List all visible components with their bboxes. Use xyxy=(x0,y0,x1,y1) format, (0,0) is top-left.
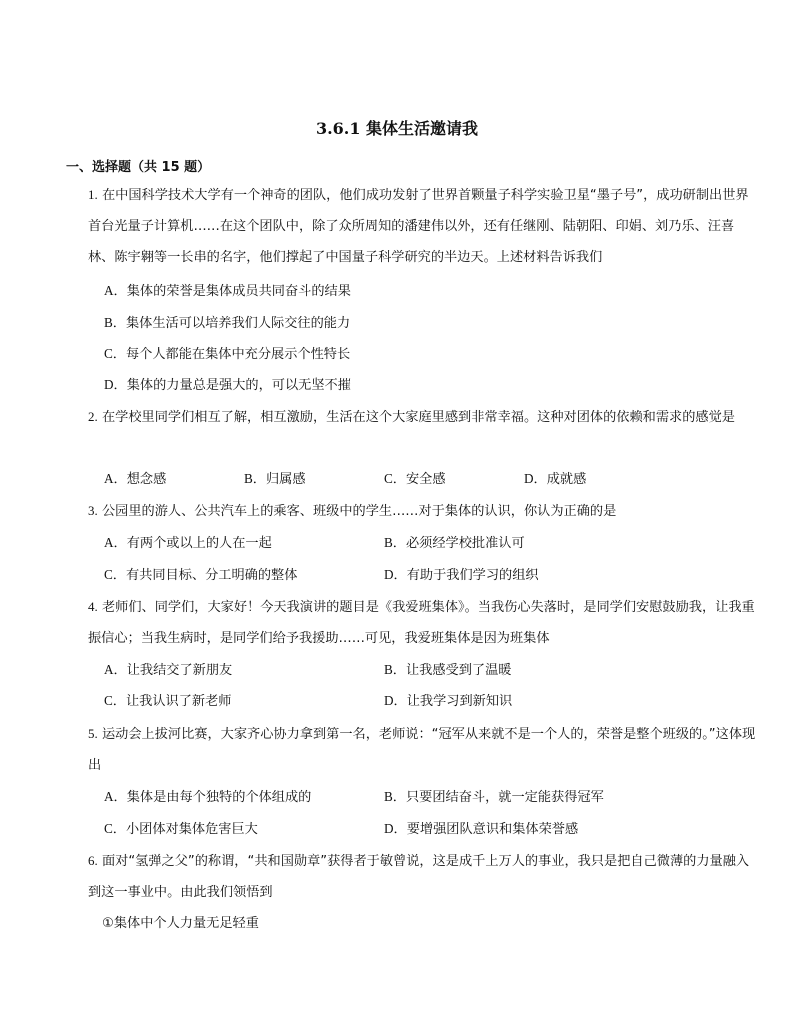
statement-6-1: ①集体中个人力量无足轻重 xyxy=(102,916,259,931)
question-4 xyxy=(88,591,760,654)
question-stem: 在中国科学技术大学有一个神奇的团队，他们成功发射了世界首颗量子科学实验卫星“墨子号”，成功研制出世界首台光量子计算机……在这个团队中，除了众所周知的潘建伟以外，还有任继刚、陆朝阳、印娟、刘乃乐、汪喜林、陈宇翱等一长串的名字，他们撑起了中国量子科学研究的半边天。上述材料告诉我们 xyxy=(88,188,749,265)
question-stem: 公园里的游人、公共汽车上的乘客、班级中的学生……对于集体的认识，你认为正确的是 xyxy=(101,504,617,519)
option-5b[interactable]: B．只要团结奋斗，就一定能获得冠军 xyxy=(384,789,604,805)
option-2b[interactable]: B．归属感 xyxy=(244,471,306,487)
option-3d[interactable]: D．有助于我们学习的组织 xyxy=(384,567,539,583)
option-5a[interactable]: A．集体是由每个独特的个体组成的 xyxy=(104,789,312,805)
question-number: 4. xyxy=(88,599,98,614)
question-3 xyxy=(88,495,760,527)
question-number: 3. xyxy=(88,503,98,518)
question-number: 2. xyxy=(88,409,98,424)
option-3b[interactable]: B．必须经学校批准认可 xyxy=(384,535,525,551)
question-stem: 在学校里同学们相互了解，相互激励，生活在这个大家庭里感到非常幸福。这种对团体的依赖和需求的感觉是 xyxy=(101,410,735,425)
option-2a[interactable]: A．想念感 xyxy=(104,471,167,487)
option-4d[interactable]: D．让我学习到新知识 xyxy=(384,693,513,709)
question-number: 6. xyxy=(88,853,98,868)
option-3a[interactable]: A．有两个或以上的人在一起 xyxy=(104,535,272,551)
option-1d[interactable]: D．集体的力量总是强大的，可以无坚不摧 xyxy=(104,377,351,393)
option-1c[interactable]: C．每个人都能在集体中充分展示个性特长 xyxy=(104,346,351,362)
option-5c[interactable]: C．小团体对集体危害巨大 xyxy=(104,821,258,837)
option-4c[interactable]: C．让我认识了新老师 xyxy=(104,693,232,709)
option-5d[interactable]: D．要增强团队意识和集体荣誉感 xyxy=(384,821,579,837)
question-6 xyxy=(88,845,760,908)
option-4a[interactable]: A．让我结交了新朋友 xyxy=(104,662,233,678)
section-heading: 一、选择题（共 15 题） xyxy=(66,160,211,175)
option-1b[interactable]: B．集体生活可以培养我们人际交往的能力 xyxy=(104,315,351,331)
option-1a[interactable]: A．集体的荣誉是集体成员共同奋斗的结果 xyxy=(104,283,351,299)
question-stem: 运动会上拔河比赛，大家齐心协力拿到第一名，老师说：“冠军从来就不是一个人的，荣誉是整个班级的。”这体现出 xyxy=(88,727,756,773)
question-2 xyxy=(88,401,760,433)
question-5 xyxy=(88,718,760,781)
question-stem: 面对“氢弹之父”的称谓，“共和国勋章”获得者于敏曾说，这是成千上万人的事业，我只是把自己微薄的力量融入到这一事业中。由此我们领悟到 xyxy=(88,854,750,900)
question-stem: 老师们、同学们，大家好！今天我演讲的题目是《我爱班集体》。当我伤心失落时，是同学们安慰鼓励我，让我重振信心；当我生病时，是同学们给予我援助……可见，我爱班集体是因为班集体 xyxy=(88,600,755,646)
option-4b[interactable]: B．让我感受到了温暖 xyxy=(384,662,512,678)
question-number: 1. xyxy=(88,187,98,202)
question-number: 5. xyxy=(88,726,98,741)
option-2d[interactable]: D．成就感 xyxy=(524,471,587,487)
option-3c[interactable]: C．有共同目标、分工明确的整体 xyxy=(104,567,298,583)
question-1 xyxy=(88,179,760,273)
page-title: 3.6.1 集体生活邀请我 xyxy=(315,119,479,138)
option-2c[interactable]: C．安全感 xyxy=(384,471,446,487)
